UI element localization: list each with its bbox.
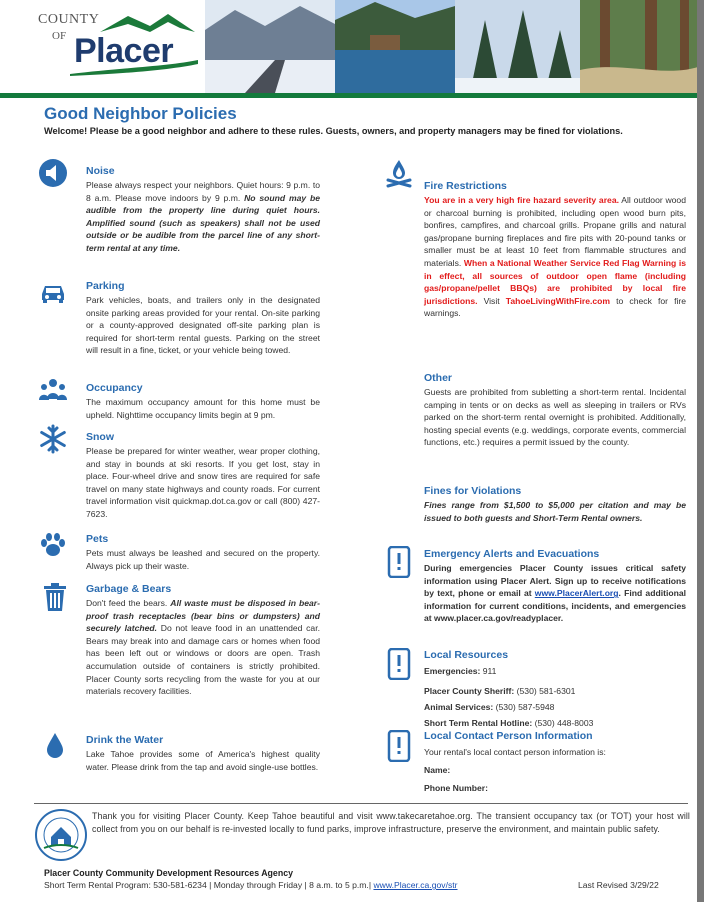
water-title: Drink the Water <box>86 734 164 746</box>
alerts-section <box>424 548 686 625</box>
speaker-icon <box>38 158 68 188</box>
fire-warning-2: When a National Weather Service Red Flag Warning is in effect, all sources of outdoor open flame (including gas/propane/pellet BBQs) are prohibited by local fire jurisdictions. <box>424 257 687 306</box>
alerts-text-2: . Find additional information for current conditions, incidents, and emergencies at www.placer.ca.gov/readyplacer. <box>424 588 687 624</box>
resource-line-animal <box>424 699 686 715</box>
snow-section <box>86 431 320 521</box>
alerts-title: Emergency Alerts and Evacuations <box>424 548 600 560</box>
noise-title: Noise <box>86 165 115 177</box>
campfire-icon <box>384 158 414 188</box>
logo-placer-text: Placer <box>74 32 174 70</box>
window-edge-bar <box>697 0 704 902</box>
noise-section <box>86 165 320 255</box>
resource-line-sheriff <box>424 683 686 699</box>
garbage-text-2: All waste must be disposed in bear-proof trash receptacles (bear bins or dumpsters) and securely latched. <box>86 598 320 634</box>
noise-body <box>86 179 320 255</box>
resource-label: Animal Services: <box>424 702 494 712</box>
other-body: Guests are prohibited from subletting a short-term rental. Incidental camping in tents or on decks as well as sleeping in trailers or RVs parked on the short-term rental overnight is prohibited. Additionally, hosting special events (e.g. weddings, corporate events, commercial functions, etc.) requires a permit issued by the county. <box>424 387 686 448</box>
phone-info-icon <box>386 648 416 678</box>
snow-title: Snow <box>86 431 114 443</box>
trash-can-icon <box>40 582 70 612</box>
contact-title: Local Contact Person Information <box>424 730 593 742</box>
agency-name: Placer County Community Development Resources Agency <box>44 868 293 878</box>
placer-str-link[interactable]: www.Placer.ca.gov/str <box>373 880 458 890</box>
occupancy-section <box>86 382 320 421</box>
fire-text-3: to check for fire warnings. <box>424 295 687 319</box>
resource-value: (530) 587-5948 <box>493 702 555 712</box>
fire-title: Fire Restrictions <box>424 180 507 192</box>
contact-section <box>424 730 686 796</box>
fire-text-1: All outdoor wood or charcoal burning is prohibited, including open wood burn pits, bonfires, campfires, and charcoal grills. Propane grills and natural gas/propane burning fireplaces and fire pits with 20-pound tanks or smaller must be at least 10 feet from flammable structures and materials. <box>424 195 686 268</box>
alerts-text-1: During emergencies Placer County issues critical safety information using Placer Alert. Sign up to receive notifications by text, phone or email at <box>424 563 686 599</box>
last-revised-date: Last Revised 3/29/22 <box>578 880 659 890</box>
pets-body: Pets must always be leashed and secured on the property. Always pick up their waste. <box>86 548 320 571</box>
short-term-rental-seal-icon <box>34 808 88 862</box>
program-text: Short Term Rental Program: 530-581-6234 | Monday through Friday | 8 a.m. to 5 p.m.| <box>44 880 374 890</box>
resource-line-emergencies <box>424 663 686 679</box>
resource-line-hotline <box>424 715 686 731</box>
other-title: Other <box>424 372 453 384</box>
phone-contact-icon <box>386 730 416 760</box>
garbage-section <box>86 583 320 698</box>
water-drop-icon <box>40 730 70 760</box>
garbage-text-3: Do not leave food in an unattended car. Bears may break into and damage cars or homes when food has been left out or windows or doors are open. Trash accumulation outside of containers is strictly prohibited. Placer County sorts recycling from the waste for you at our materials recovery facilities. <box>86 623 320 697</box>
fire-section <box>424 180 686 320</box>
fines-section <box>424 485 686 524</box>
placer-county-logo <box>30 10 200 80</box>
contact-name-label: Name: <box>424 765 451 775</box>
fire-body <box>424 194 686 320</box>
page-header <box>0 0 704 98</box>
welcome-text: Welcome! Please be a good neighbor and adhere to these rules. Guests, owners, and property managers may be fined for violations. <box>44 126 623 136</box>
resource-label: Short Term Rental Hotline: <box>424 718 533 728</box>
other-section <box>424 372 686 449</box>
fines-body: Fines range from $1,500 to $5,000 per citation and may be issued to both guests and Short-Term Rental owners. <box>424 500 686 523</box>
resource-value: (530) 581-6301 <box>514 686 576 696</box>
garbage-title: Garbage & Bears <box>86 583 172 595</box>
noise-text-1: Please always respect your neighbors. Quiet hours: 9 p.m. to 8 a.m. Please move indoors by 9 p.m. <box>86 180 320 203</box>
parking-section <box>86 280 320 357</box>
parking-title: Parking <box>86 280 125 292</box>
water-body: Lake Tahoe provides some of America's highest quality water. Please drink from the tap and avoid single-use bottles. <box>86 749 320 772</box>
fire-text-2: Visit <box>477 295 506 306</box>
fines-title: Fines for Violations <box>424 485 522 497</box>
page-title: Good Neighbor Policies <box>44 104 237 123</box>
footer-thank-you-text: Thank you for visiting Placer County. Keep Tahoe beautiful and visit www.takecaretahoe.org. The transient occupancy tax (or TOT) your host will collect from you on our behalf is re-invested locally to fund parks, improve infrastructure, preserve the environment, and maintain public safety. <box>92 811 690 834</box>
placer-alert-link[interactable]: www.PlacerAlert.org <box>534 588 619 599</box>
parking-body: Park vehicles, boats, and trailers only in the designated onsite parking areas provided for your rental. On-site parking or a county-approved designated off-site parking plan is required for short-term rental guests. Parking on the street will result in a fine, ticket, or your vehicle being towed. <box>86 295 320 356</box>
logo-county-text: COUNTY <box>38 12 100 27</box>
resource-label: Placer County Sheriff: <box>424 686 515 696</box>
garbage-body <box>86 597 320 698</box>
snow-body: Please be prepared for winter weather, wear proper clothing, and stay in bounds at ski resorts. If you get lost, stay in place. Four-wheel drive and snow tires are required for safe travel on many state highways and county roads. For current travel information visit quickmap.dot.ca.gov or call (800) 427-7623. <box>86 446 320 519</box>
car-icon <box>38 276 68 306</box>
program-info <box>44 880 458 890</box>
pets-title: Pets <box>86 533 109 545</box>
logo-of-text: OF <box>52 30 67 42</box>
occupancy-title: Occupancy <box>86 382 143 394</box>
contact-intro: Your rental's local contact person information is: <box>424 747 606 757</box>
snowflake-icon <box>38 424 68 454</box>
header-photo-collage <box>205 0 704 93</box>
resources-title: Local Resources <box>424 649 509 661</box>
paw-print-icon <box>38 530 68 560</box>
pets-section <box>86 533 320 572</box>
people-group-icon <box>38 375 68 405</box>
phone-alert-icon <box>386 546 416 576</box>
alerts-body <box>424 562 686 625</box>
resources-section <box>424 649 686 731</box>
resource-label: Emergencies: <box>424 666 481 676</box>
footer-divider <box>34 803 688 804</box>
water-section <box>86 734 320 773</box>
resource-value: (530) 448-8003 <box>532 718 594 728</box>
header-green-bar <box>0 93 704 98</box>
occupancy-body: The maximum occupancy amount for this home must be upheld. Nighttime occupancy limits begin at 9 pm. <box>86 397 320 420</box>
fire-website-link[interactable]: TahoeLivingWithFire.com <box>505 295 611 306</box>
resource-value: 911 <box>480 666 497 676</box>
garbage-text-1: Don't feed the bears. <box>86 598 171 608</box>
contact-phone-label: Phone Number: <box>424 783 488 793</box>
noise-text-2: No sound may be audible from the property line during quiet hours. Amplified sound (such as speakers) shall not be used outside or be audible from the parcel line of any short-term rental at any time. <box>86 192 321 253</box>
fire-warning-1: You are in a very high fire hazard severity area. <box>424 195 620 205</box>
